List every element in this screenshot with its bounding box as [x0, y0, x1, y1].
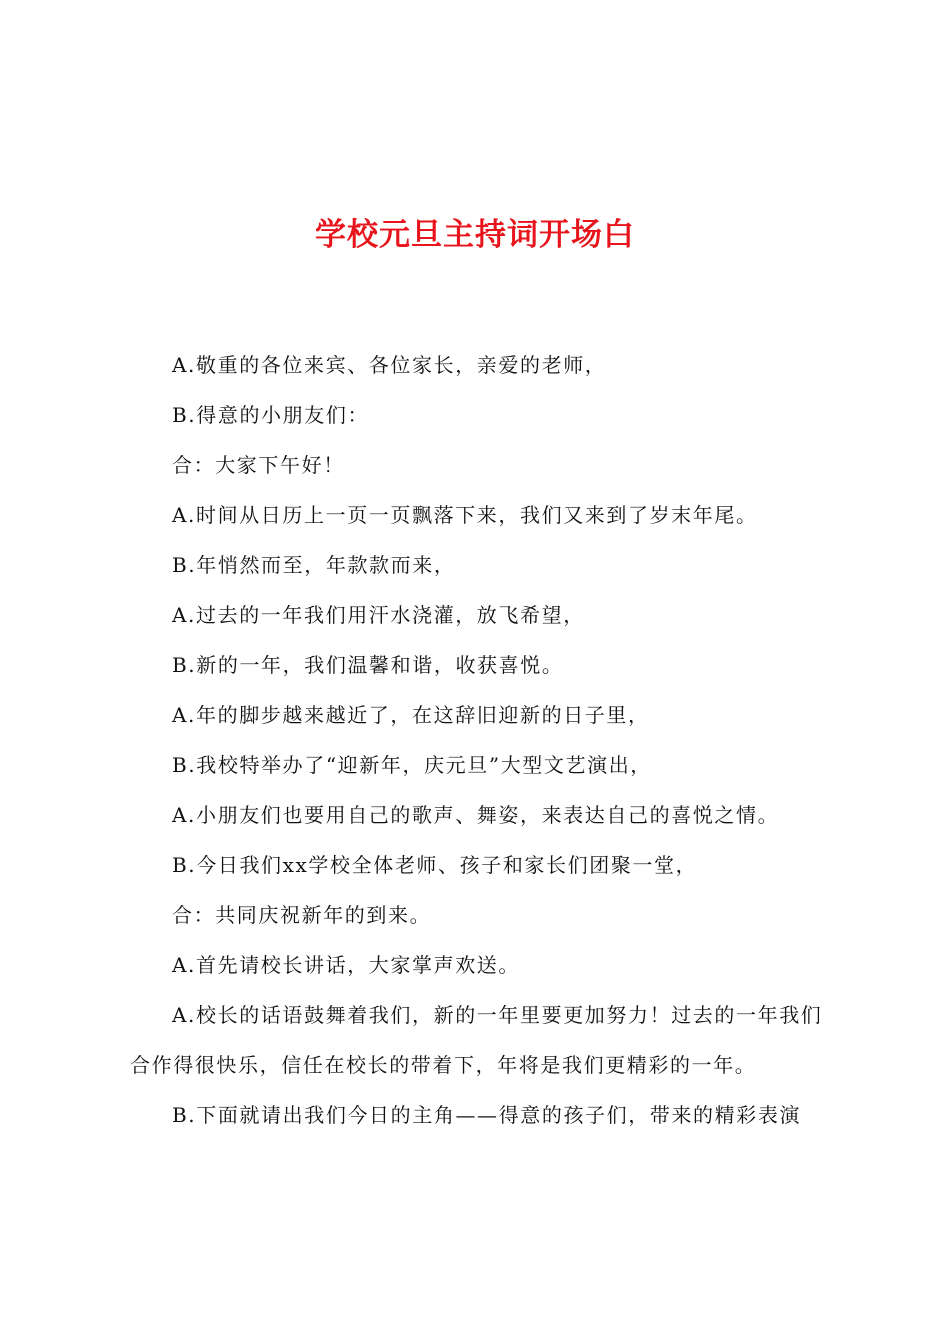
paragraph: A.过去的一年我们用汗水浇灌，放飞希望，: [172, 603, 585, 627]
paragraph: A.时间从日历上一页一页飘落下来，我们又来到了岁末年尾。: [172, 503, 758, 527]
paragraph: A.年的脚步越来越近了，在这辞旧迎新的日子里，: [172, 703, 650, 727]
paragraph: B.我校特举办了“迎新年，庆元旦”大型文艺演出，: [172, 753, 652, 777]
paragraph: B.年悄然而至，年款款而来，: [172, 553, 456, 577]
paragraph: A.首先请校长讲话，大家掌声欢送。: [172, 953, 521, 977]
paragraph: A.小朋友们也要用自己的歌声、舞姿，来表达自己的喜悦之情。: [172, 803, 780, 827]
paragraph: B.下面就请出我们今日的主角——得意的孩子们，带来的精彩表演: [172, 1103, 802, 1127]
paragraph: A.敬重的各位来宾、各位家长，亲爱的老师，: [172, 353, 607, 377]
paragraph: 合：共同庆祝新年的到来。: [172, 903, 432, 927]
paragraph: B.今日我们xx学校全体老师、孩子和家长们团聚一堂，: [172, 853, 698, 877]
document-title: 学校元旦主持词开场白: [315, 217, 635, 253]
document-body: [130, 340, 832, 1140]
paragraph: A.校长的话语鼓舞着我们，新的一年里要更加努力！过去的一年我们合作得很快乐，信任在校长的带着下，年将是我们更精彩的一年。: [130, 1003, 823, 1077]
paragraph: B.得意的小朋友们：: [172, 403, 370, 427]
paragraph: 合：大家下午好！: [172, 453, 345, 477]
paragraph: B.新的一年，我们温馨和谐，收获喜悦。: [172, 653, 564, 677]
